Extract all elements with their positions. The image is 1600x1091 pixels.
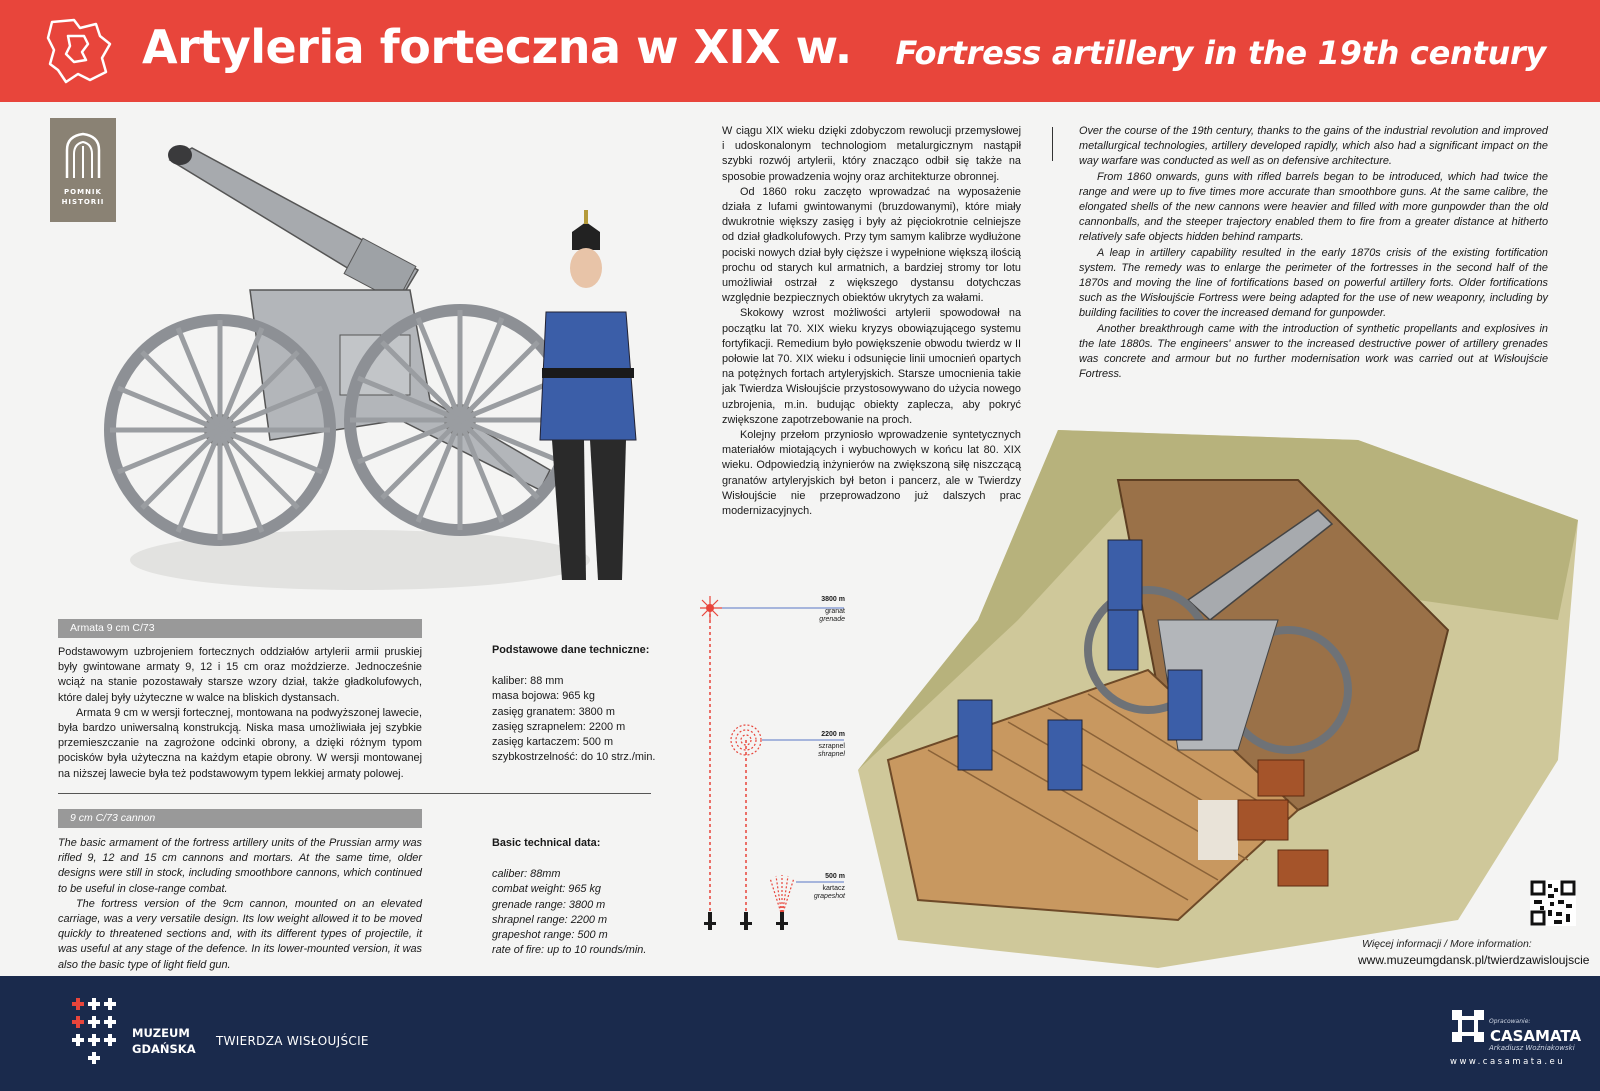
gun-heading-en: 9 cm C/73 cannon	[58, 809, 422, 828]
column-divider	[1052, 127, 1053, 161]
intro-en-paragraph: A leap in artillery capability resulted in the early 1870s crisis of the existing fortification system. The remedy was to enlarge the perimeter of the fortresses in the second half of the 1870s and moving the line of fortifications based on powerful artillery forts. Older fortifications such as the Wisłoujście Fortress were being adapted for the use of new weaponry, including by building facilities to cover the increased demand for gunpowder.	[1079, 246, 1548, 320]
grenade-burst-icon	[700, 596, 722, 620]
gun-text-en	[58, 836, 422, 973]
spec-row: grenade range: 3800 m	[492, 898, 606, 911]
cannon-barrel	[168, 145, 418, 302]
gun-en-paragraph: The basic armament of the fortress artillery units of the Prussian army was rifled 9, 12 and 15 cm cannons and mortars. At the same time, older designs were still in stock, including smoothbore cannons, which continued to be useful in close-range combat.	[58, 837, 422, 895]
section-divider	[58, 793, 651, 794]
intro-pl-paragraph: Skokowy wzrost możliwości artylerii spowodował na początku lat 70. XIX wieku kryzys obowiązującego systemu fortyfikacji. Remedium było powiększenie obwodu twierdz w II połowie lat 70. XIX wieku i odsunięcie linii umocnień opartych na potężnych fortach artyleryjskich. Starsze umocnienia takie jak Twierdza Wisłoujście przystosowywano do użycia nowego uzbrojenia, m.in. budując obiekty zaplecza, aby pokryć zwiększone zapotrzebowanie na proch.	[722, 307, 1021, 426]
casamata-url[interactable]: www.casamata.eu	[1450, 1057, 1566, 1067]
spec-row: zasięg granatem: 3800 m	[492, 705, 615, 718]
gun-text-pl	[58, 645, 422, 782]
range-distance: 500 m	[825, 873, 845, 880]
spec-row: rate of fire: up to 10 rounds/min.	[492, 944, 647, 957]
spec-row: kaliber: 88 mm	[492, 675, 564, 688]
page-title-en: Fortress artillery in the 19th century	[895, 34, 1546, 72]
range-type-pl: szrapnel	[818, 743, 845, 750]
page-title-pl: Artyleria forteczna w XIX w.	[142, 20, 852, 74]
gun-pl-paragraph: Podstawowym uzbrojeniem fortecznych oddziałów artylerii armii pruskiej były gwintowane armaty 9, 12 i 15 cm oraz moździerze. Jednocześnie wciąż na stanie pozostawały starsze wzory dział, także gładkolufowych, które dalej były użyteczne w walce na bliskich dystansach.	[58, 646, 422, 704]
fortress-map-logo-icon	[44, 14, 114, 86]
spec-row: combat weight: 965 kg	[492, 883, 601, 896]
range-gun-icons	[704, 912, 788, 930]
casamata-author: Arkadiusz Woźniakowski	[1489, 1044, 1575, 1052]
logo-crosses	[72, 998, 116, 1064]
tech-specs-heading-pl: Podstawowe dane techniczne:	[492, 644, 650, 656]
intro-en-paragraph: Over the course of the 19th century, thanks to the gains of the industrial revolution and improved metallurgical technologies, artillery developed rapidly, which also had a significant impact on the way warfare was conducted as well as on defensive architecture.	[1079, 125, 1548, 168]
tech-specs-pl	[492, 643, 682, 765]
twierdza-label: TWIERDZA WISŁOUJŚCIE	[216, 1034, 369, 1048]
gothic-arch-icon	[63, 132, 103, 178]
range-distance: 3800 m	[821, 596, 845, 603]
header-bar	[0, 0, 1600, 102]
spec-row: caliber: 88mm	[492, 868, 561, 881]
gun-heading-pl: Armata 9 cm C/73	[58, 619, 422, 638]
cannon-wheel-left	[110, 320, 330, 540]
intro-en-paragraph: From 1860 onwards, guns with rifled barrels began to be introduced, which had twice the range and were up to five times more accurate than smoothbore guns. At the same calibre, the elongated shells of the new cannons were heavier and filled with more gunpowder than the old cannonballs, and the steeper trajectory enabled them to fire from a greater distance at hitherto relatively safe objects hidden behind ramparts.	[1079, 170, 1548, 244]
casamata-credit-label: Opracowanie:	[1489, 1018, 1531, 1025]
range-type-en: grapeshot	[813, 893, 845, 900]
intro-text-en	[1079, 124, 1548, 382]
range-label-shrapnel	[790, 731, 845, 759]
range-distance: 2200 m	[821, 731, 845, 738]
qr-code-icon[interactable]	[1530, 880, 1576, 926]
intro-pl-paragraph: W ciągu XIX wieku dzięki zdobyczom rewolucji przemysłowej i udoskonalonym technologiom metalurgicznym nastąpił szybki rozwój artylerii, który znacząco odbił się także na sposobie prowadzenia wojny oraz architekturze obronnej.	[722, 125, 1021, 183]
spec-row: zasięg kartaczem: 500 m	[492, 736, 614, 749]
cannon-and-soldier-illustration	[100, 140, 690, 600]
intro-pl-paragraph: Kolejny przełom przyniosło wprowadzenie syntetycznych materiałów miotających i wybuchowych w końcu lat 80. XIX wieku. Odpowiedzią inżynierów na zwiększoną siłę niszczącą granatów artyleryjskich był beton i pancerz, ale w Twierdzy Wisłoujście nie przeprowadzono już dalszych prac modernizacyjnych.	[722, 429, 1021, 518]
more-info-link[interactable]: www.muzeumgdansk.pl/twierdzawisloujscie	[1358, 953, 1590, 967]
intro-pl-paragraph: Od 1860 roku zaczęto wprowadzać na wyposażenie działa z lufami gwintowanymi (bruzdowanymi), które miały dwukrotnie większy zasięg i były aż pięciokrotnie celniejsze od dział gładkolufowych. Przy tym samym kalibrze wydłużone pociski nowych dział były cięższe i wypełnione większą ilością prochu od starych kul armatnich, a bardziej stromy tor lotu umożliwiał ostrzał z większego dystansu dotychczas względnie bezpiecznych obiektów ukrytych za wałami.	[722, 185, 1021, 305]
museum-name-line2: GDAŃSKA	[132, 1042, 196, 1056]
gun-en-paragraph: The fortress version of the 9cm cannon, mounted on an elevated carriage, was a very versatile design. Its low weight allowed it to be moved quickly to threatened sections and, with its different types of projectile, it was useful at any stage of the defence. In its lower-mounted version, it was also the basic type of light field gun.	[58, 897, 422, 971]
badge-line2: HISTORII	[61, 198, 105, 206]
spec-row: zasięg szrapnelem: 2200 m	[492, 720, 626, 733]
intro-en-paragraph: Another breakthrough came with the introduction of synthetic propellants and explosives in the late 1880s. The engineers' answer to the increased destructive power of artillery grenades was concrete and armour but no further modernisation work was carried out at Wisłoujście Fortress.	[1079, 322, 1548, 381]
range-label-grapeshot	[790, 873, 845, 901]
spec-row: szybkostrzelność: do 10 strz./min.	[492, 751, 656, 764]
museum-name-line1: MUZEUM	[132, 1026, 190, 1040]
tech-specs-heading-en: Basic technical data:	[492, 837, 601, 849]
range-type-en: grenade	[819, 616, 845, 623]
casamata-name: CASAMATA	[1490, 1027, 1582, 1045]
muzeum-gdanska-crosses-logo-icon	[70, 996, 122, 1070]
museum-name	[132, 1025, 196, 1057]
gun-emplacement-illustration	[858, 420, 1578, 968]
spec-row: shrapnel range: 2200 m	[492, 913, 608, 926]
spec-row: grapeshot range: 500 m	[492, 929, 608, 942]
badge-line1: POMNIK	[64, 188, 102, 196]
range-type-pl: kartacz	[822, 885, 845, 892]
spec-row: masa bojowa: 965 kg	[492, 690, 595, 703]
more-info-label: Więcej informacji / More information:	[1362, 938, 1532, 950]
range-label-grenade	[790, 596, 845, 624]
cannon-wheel-right	[350, 310, 570, 530]
tech-specs-en	[492, 836, 682, 958]
gun-pl-paragraph: Armata 9 cm w wersji fortecznej, montowana na podwyższonej lawecie, była bardzo uniwersalną konstrukcją. Niska masa umożliwiała jej szybkie przemieszczanie na zagrożone odcinki obrony, a dzięki różnym typom pocisków była użyteczna na każdym etapie obrony. W wersji montowanej na niższej lawecie była też podstawowym typem lekkiej armaty polowej.	[58, 706, 422, 780]
prussian-soldier-figure	[540, 210, 636, 580]
casamata-logo-icon	[1450, 1008, 1486, 1044]
range-type-pl: granat	[825, 608, 845, 615]
range-type-en: shrapnel	[818, 751, 845, 758]
